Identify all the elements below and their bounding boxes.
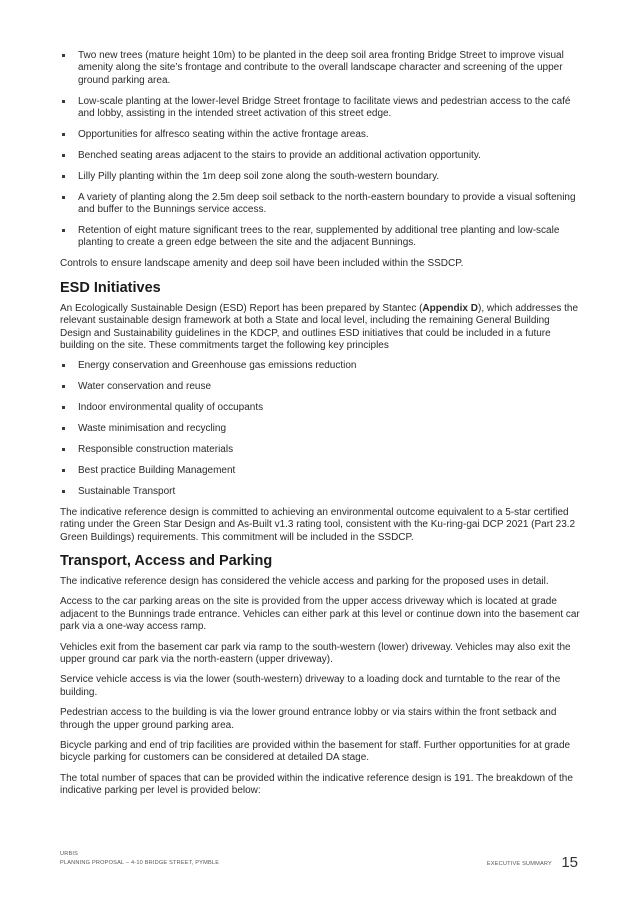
appendix-reference: Appendix D [422, 302, 478, 314]
list-item: Energy conservation and Greenhouse gas emissions reduction [60, 360, 580, 372]
list-item: Two new trees (mature height 10m) to be planted in the deep soil area fronting Bridge Street to improve visual amenity along the site’s frontage and contribute to the overall landscape character and screening of the upper ground parking area. [60, 50, 580, 87]
esd-closing-paragraph: The indicative reference design is committed to achieving an environmental outcome equivalent to a 5-star certified rating under the Green Star Design and As-Built v1.3 rating tool, consistent with the Ku-ring-gai DCP 2021 (Part 23.2 Green Buildings) requirements. This commitment will be included in the SSDCP. [60, 506, 576, 543]
list-item: Responsible construction materials [60, 444, 580, 456]
list-item: Best practice Building Management [60, 465, 580, 477]
esd-intro-paragraph [60, 303, 580, 353]
page-content [60, 50, 580, 806]
page-number: 15 [561, 854, 578, 871]
transport-paragraph: Access to the car parking areas on the site is provided from the upper access driveway which is located at grade adjacent to the Bunnings trade entrance. Vehicles can either park at this level or continue down into the basement car park via a one-way access ramp. [60, 596, 580, 633]
footer-doc-info [60, 850, 219, 868]
list-item: Retention of eight mature significant trees to the rear, supplemented by additional tree planting and low-scale planting to create a green edge between the site and the adjacent Bunnings. [60, 225, 580, 250]
list-item: Sustainable Transport [60, 486, 580, 498]
list-item: Low-scale planting at the lower-level Bridge Street frontage to facilitate views and pedestrian access to the café and lobby, assisting in the intended street activation of this street edge. [60, 96, 580, 121]
landscape-bullet-list [60, 50, 580, 250]
transport-paragraph: Vehicles exit from the basement car park via ramp to the south-western (lower) driveway. Vehicles may also exit the upper ground car park via the north-eastern (upper driveway). [60, 641, 571, 665]
list-item: Lilly Pilly planting within the 1m deep soil zone along the south-western boundary. [60, 171, 580, 183]
transport-paragraph: Service vehicle access is via the lower (south-western) driveway to a loading dock and turntable to the rear of the building. [60, 674, 561, 698]
esd-intro-text-cont: ), which addresses the relevant sustainable design framework at both a State and local level, including the remaining General Building Design and Sustainability guidelines in the KDCP, and outlines ESD initiatives that could be included in a future building on the site. These commitments target the following key principles [60, 302, 579, 351]
controls-paragraph: Controls to ensure landscape amenity and deep soil have been included within the SSDCP. [60, 258, 464, 270]
list-item: A variety of planting along the 2.5m deep soil setback to the north-eastern boundary to provide a visual softening and buffer to the Bunnings service access. [60, 192, 580, 217]
transport-heading: Transport, Access and Parking [60, 552, 273, 569]
list-item: Waste minimisation and recycling [60, 423, 580, 435]
list-item: Benched seating areas adjacent to the stairs to provide an additional activation opportunity. [60, 150, 580, 162]
esd-heading: ESD Initiatives [60, 279, 161, 296]
footer-org: URBIS [60, 851, 79, 857]
list-item: Water conservation and reuse [60, 381, 580, 393]
footer-doc-title: PLANNING PROPOSAL – 4-10 BRIDGE STREET, PYMBLE [60, 860, 220, 866]
footer-section-name: EXECUTIVE SUMMARY [486, 861, 552, 867]
esd-principles-list [60, 360, 580, 498]
esd-intro-text: An Ecologically Sustainable Design (ESD) Report has been prepared by Stantec ( [60, 302, 423, 314]
transport-paragraph: The indicative reference design has considered the vehicle access and parking for the proposed uses in detail. [60, 575, 549, 587]
transport-paragraph: Bicycle parking and end of trip facilities are provided within the basement for staff. Further opportunities for at grade bicycle parking for customers can be considered at detailed DA stage. [60, 740, 571, 764]
transport-paragraph: The total number of spaces that can be provided within the indicative reference design is 191. The breakdown of the indicative parking per level is provided below: [60, 772, 573, 797]
list-item: Indoor environmental quality of occupants [60, 402, 580, 414]
transport-paragraph: Pedestrian access to the building is via the lower ground entrance lobby or via stairs within the front setback and through the upper ground parking area. [60, 707, 557, 731]
list-item: Opportunities for alfresco seating within the active frontage areas. [60, 129, 580, 141]
